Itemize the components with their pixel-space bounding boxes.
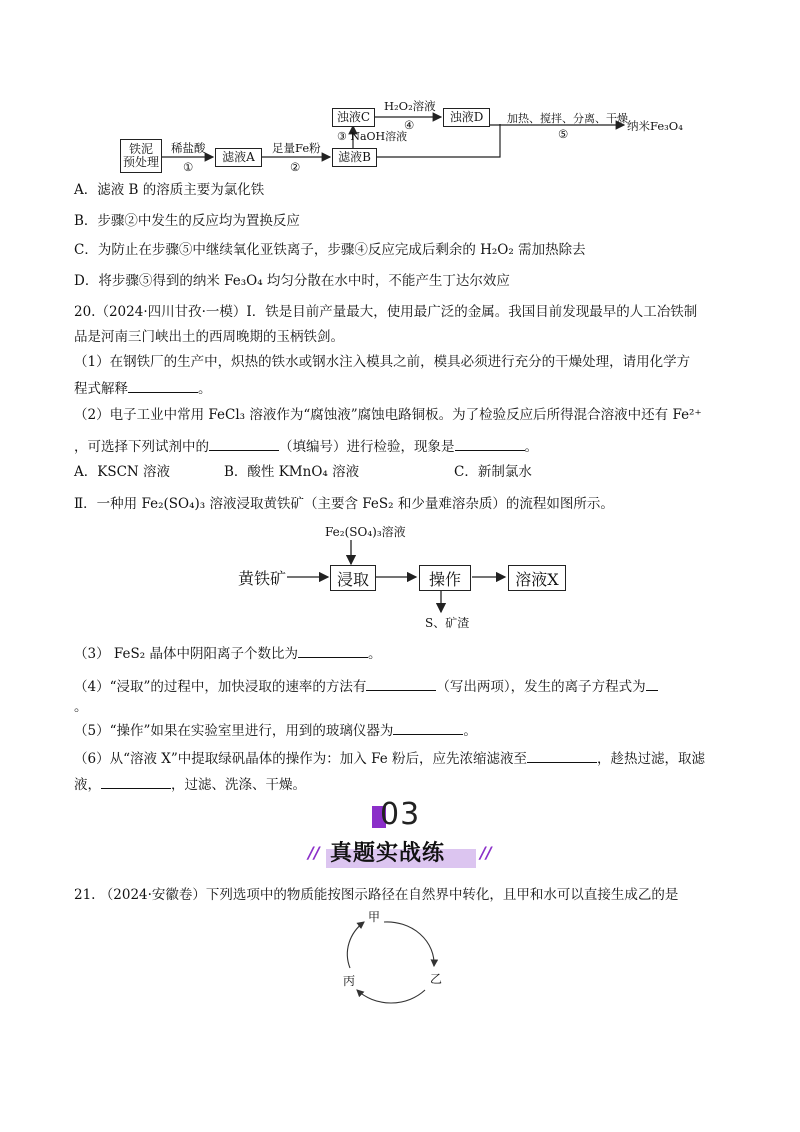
box-filtrate-b: 滤液B bbox=[332, 148, 377, 167]
q20-part3-end: 。 bbox=[367, 646, 382, 662]
q20-part6-text2: ，趁热过滤，取滤 bbox=[597, 751, 705, 767]
flow1-step-2: ② bbox=[290, 160, 301, 174]
box-tiesni: 铁泥 预处理 bbox=[120, 139, 162, 173]
q20-part4-text: （4）“浸取”的过程中，加快浸取的速率的方法有 bbox=[74, 679, 367, 695]
q20-part2-text2: （填编号）进行检验，现象是 bbox=[279, 439, 455, 455]
q19-option-a: A．滤液 B 的溶质主要为氯化铁 bbox=[74, 182, 265, 198]
choice-c: C．新制氯水 bbox=[454, 464, 532, 480]
node-yi: 乙 bbox=[430, 972, 443, 986]
flow1-step-1: ① bbox=[183, 160, 194, 174]
q20-part6-text3: 液， bbox=[74, 777, 101, 793]
flow1-reagent-4: H₂O₂溶液 bbox=[384, 99, 436, 113]
flow1-step-5: ⑤ bbox=[558, 127, 569, 141]
q20-part5-end: 。 bbox=[463, 723, 477, 739]
box-filtrate-a: 滤液A bbox=[215, 148, 262, 167]
q20-part6-end: ，过滤、洗涤、干燥。 bbox=[171, 777, 306, 793]
flow2-step-leaching: 浸取 bbox=[330, 565, 376, 591]
node-bing: 丙 bbox=[343, 974, 356, 988]
flow2-byproduct: S、矿渣 bbox=[425, 616, 470, 630]
q20-part5-text: （5）“操作”如果在实验室里进行，用到的玻璃仪器为 bbox=[74, 723, 394, 739]
q20-part1-text: 程式解释 bbox=[74, 381, 128, 397]
flow1-reagent-5: 加热、搅拌、分离、干燥 bbox=[507, 112, 628, 125]
q20-part6-text: （6）从“溶液 X”中提取绿矾晶体的操作为：加入 Fe 粉后，应先浓缩滤液至 bbox=[74, 751, 527, 767]
q20-intro-line2: 品是河南三门峡出土的西周晚期的玉柄铁剑。 bbox=[74, 329, 344, 345]
box-turbid-c: 浊液C bbox=[332, 108, 375, 127]
choice-a: A．KSCN 溶液 bbox=[74, 464, 171, 480]
q19-option-b: B．步骤②中发生的反应均为置换反应 bbox=[74, 213, 300, 229]
flow1-product: 纳米Fe₃O₄ bbox=[627, 119, 683, 133]
section-deco-right-icon: // bbox=[480, 843, 492, 862]
flow1-reagent-2: 足量Fe粉 bbox=[272, 141, 321, 155]
q20-part1-line1: （1）在钢铁厂的生产中，炽热的铁水或钢水注入模具之前，模具必须进行充分的干燥处理，请用化学方 bbox=[74, 354, 691, 370]
q20-part1-end: 。 bbox=[198, 381, 212, 397]
flow2-reagent: Fe₂(SO₄)₃溶液 bbox=[325, 525, 406, 539]
q20-part2-intro: Ⅱ．一种用 Fe₂(SO₄)₃ 溶液浸取黄铁矿（主要含 FeS₂ 和少量难溶杂质）的流程如图所示。 bbox=[74, 496, 614, 512]
q20-part4-text2: （写出两项），发生的离子方程式为 bbox=[436, 679, 646, 695]
box-turbid-d: 浊液D bbox=[443, 108, 490, 127]
flow2-step-operation: 操作 bbox=[419, 565, 471, 591]
q20-part2-text: ，可选择下列试剂中的 bbox=[74, 439, 209, 455]
flow2-step-solution-x: 溶液X bbox=[508, 565, 566, 591]
q20-part2-end: 。 bbox=[524, 439, 538, 455]
choice-b: B．酸性 KMnO₄ 溶液 bbox=[224, 464, 360, 480]
section-title: 真题实战练 bbox=[330, 841, 446, 866]
q21-text: 21. （2024·安徽卷）下列选项中的物质能按图示路径在自然界中转化，且甲和水可以直接生成乙的是 bbox=[74, 887, 679, 903]
q19-option-c: C．为防止在步骤⑤中继续氧化亚铁离子，步骤④反应完成后剩余的 H₂O₂ 需加热除去 bbox=[74, 242, 586, 258]
q20-part3-text: （3） FeS₂ 晶体中阴阳离子个数比为 bbox=[74, 646, 298, 662]
flow1-reagent-3: ③ NaOH溶液 bbox=[337, 130, 408, 143]
q20-intro-line1: 20.（2024·四川甘孜·一模）Ⅰ．铁是目前产量最大，使用最广泛的金属。我国目前发现最早的人工冶铁制 bbox=[74, 304, 698, 320]
q19-option-d: D．将步骤⑤得到的纳米 Fe₃O₄ 均匀分散在水中时，不能产生丁达尔效应 bbox=[74, 273, 510, 289]
flow2-start: 黄铁矿 bbox=[238, 569, 287, 588]
q20-part2-line1: （2）电子工业中常用 FeCl₃ 溶液作为“腐蚀液”腐蚀电路铜板。为了检验反应后所得混合溶液中还有 Fe²⁺ bbox=[74, 407, 702, 423]
section-number: 03 bbox=[380, 797, 421, 832]
section-deco-left-icon: // bbox=[308, 843, 320, 862]
flow1-reagent-1: 稀盐酸 bbox=[171, 141, 206, 155]
q20-part4-end: 。 bbox=[74, 699, 88, 715]
node-jia: 甲 bbox=[368, 910, 381, 924]
flow1-step-4: ④ bbox=[404, 118, 415, 132]
